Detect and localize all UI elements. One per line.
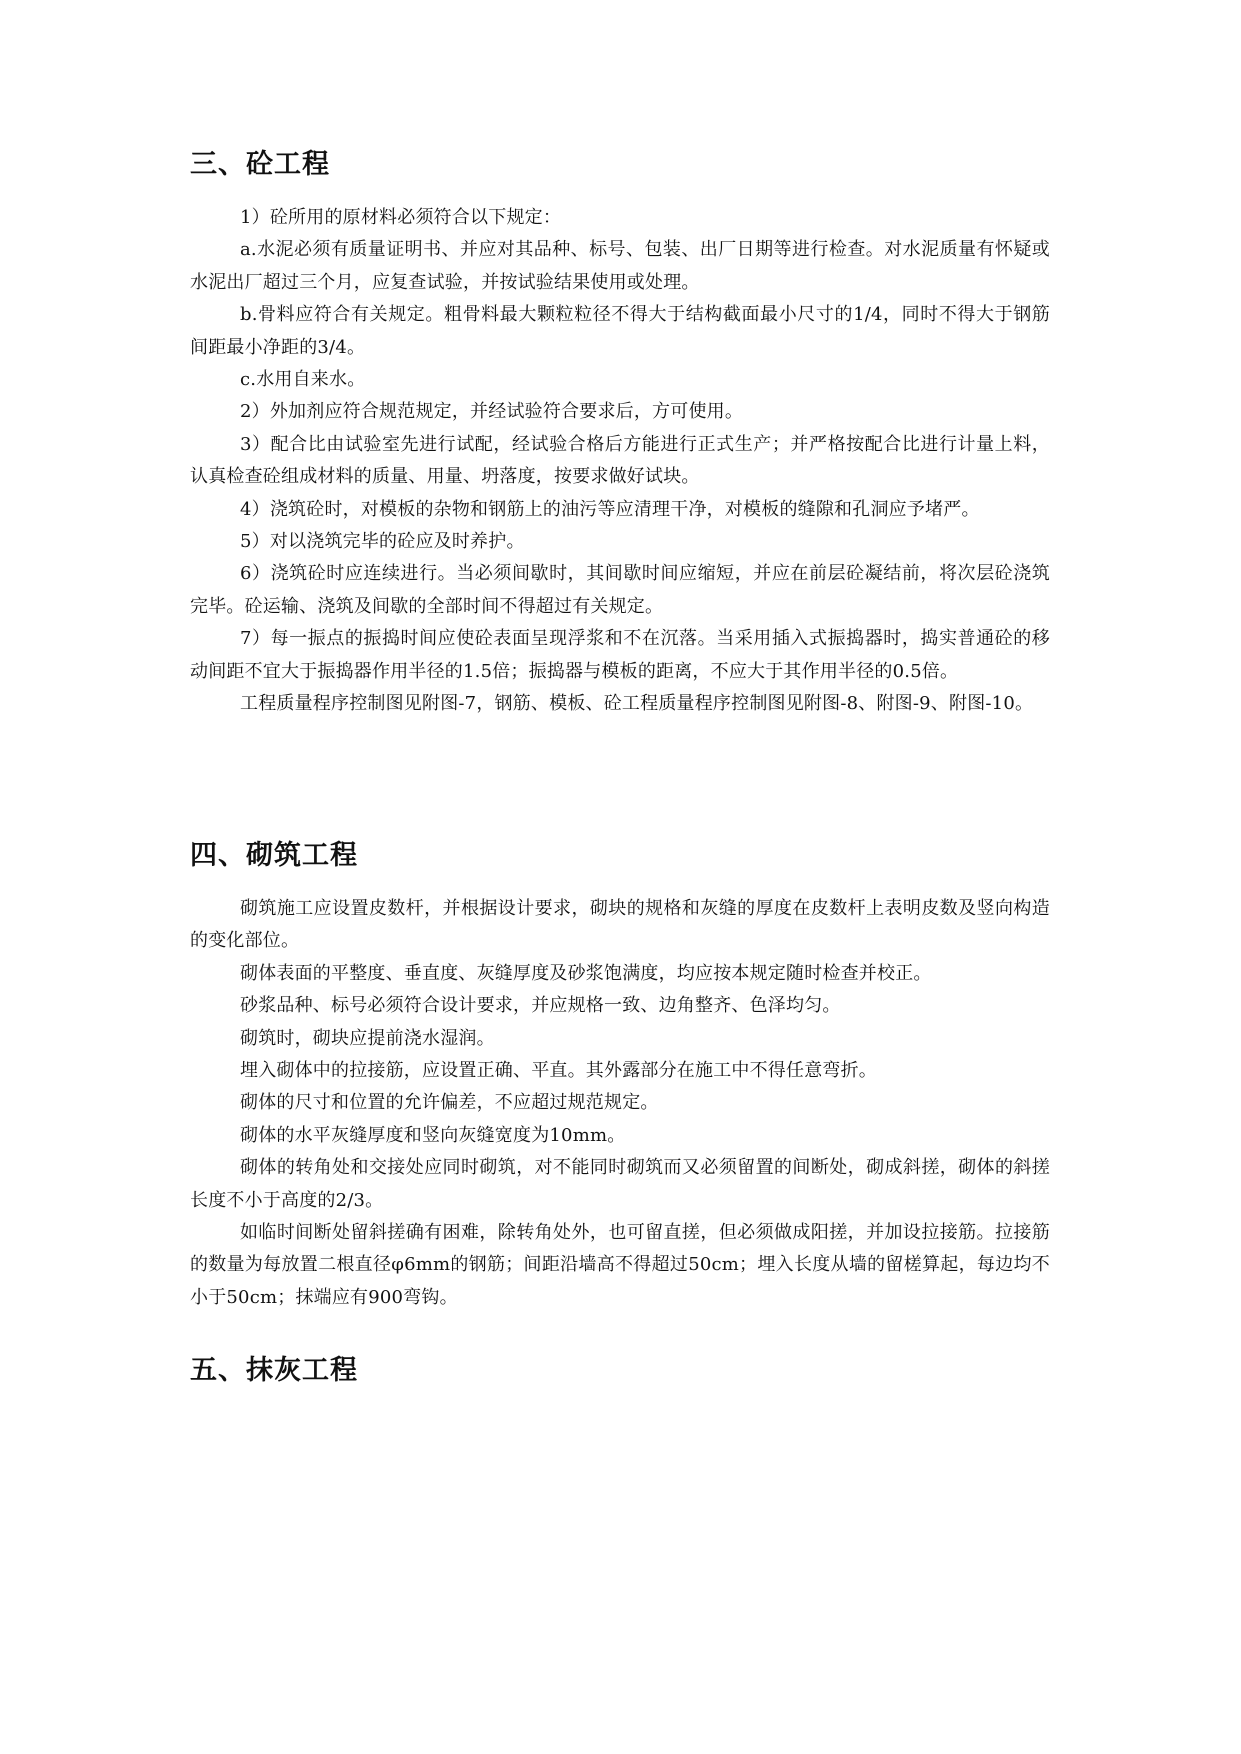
section-title-plastering: 五、抹灰工程: [190, 1355, 358, 1386]
paragraph: 工程质量程序控制图见附图-7，钢筋、模板、砼工程质量程序控制图见附图-8、附图-9、附图-10。: [240, 693, 1034, 715]
paragraph: b.骨料应符合有关规定。粗骨料最大颗粒粒径不得大于结构截面最小尺寸的1/4，同时不得大于钢筋间距最小净距的3/4。: [190, 304, 1050, 358]
paragraph: 砌体表面的平整度、垂直度、灰缝厚度及砂浆饱满度，均应按本规定随时检查并校正。: [240, 962, 932, 984]
section-body-masonry: [190, 893, 1050, 1314]
paragraph: 3）配合比由试验室先进行试配，经试验合格后方能进行正式生产；并严格按配合比进行计量上料，认真检查砼组成材料的质量、用量、坍落度，按要求做好试块。: [190, 433, 1050, 488]
paragraph: 如临时间断处留斜搓确有困难，除转角处外，也可留直搓，但必须做成阳搓，并加设拉接筋。拉接筋的数量为每放置二根直径φ6mm的钢筋；间距沿墙高不得超过50cm；埋入长度从墙的留槎算起，每边均不小于50cm；抹端应有900弯钩。: [190, 1222, 1050, 1308]
section-title-masonry: 四、砌筑工程: [190, 840, 358, 871]
paragraph: 埋入砌体中的拉接筋，应设置正确、平直。其外露部分在施工中不得任意弯折。: [240, 1060, 877, 1082]
paragraph: c.水用自来水。: [240, 369, 366, 391]
paragraph: 砌体的尺寸和位置的允许偏差，不应超过规范规定。: [240, 1092, 659, 1114]
section-title-concrete: 三、砼工程: [190, 149, 330, 180]
paragraph: 2）外加剂应符合规范规定，并经试验符合要求后，方可使用。: [240, 401, 744, 423]
paragraph: 5）对以浇筑完毕的砼应及时养护。: [240, 531, 525, 553]
paragraph: 砂浆品种、标号必须符合设计要求，并应规格一致、边角整齐、色泽均匀。: [240, 995, 841, 1017]
paragraph: 7）每一振点的振捣时间应使砼表面呈现浮浆和不在沉落。当采用插入式振捣器时，捣实普通砼的移动间距不宜大于振捣器作用半径的1.5倍；振捣器与模板的距离，不应大于其作用半径的0.5倍。: [190, 628, 1050, 682]
paragraph: 砌体的水平灰缝厚度和竖向灰缝宽度为10mm。: [240, 1124, 626, 1146]
paragraph: 砌筑施工应设置皮数杆，并根据设计要求，砌块的规格和灰缝的厚度在皮数杆上表明皮数及竖向构造的变化部位。: [190, 898, 1050, 952]
paragraph: 4）浇筑砼时，对模板的杂物和钢筋上的油污等应清理干净，对模板的缝隙和孔洞应予堵严。: [240, 498, 980, 520]
paragraph: a.水泥必须有质量证明书、并应对其品种、标号、包装、出厂日期等进行检查。对水泥质量有怀疑或水泥出厂超过三个月，应复查试验，并按试验结果使用或处理。: [190, 239, 1050, 293]
paragraph: 1）砼所用的原材料必须符合以下规定：: [240, 207, 562, 228]
paragraph: 砌体的转角处和交接处应同时砌筑，对不能同时砌筑而又必须留置的间断处，砌成斜搓，砌体的斜搓长度不小于高度的2/3。: [190, 1157, 1050, 1211]
paragraph: 砌筑时，砌块应提前浇水湿润。: [240, 1027, 495, 1049]
section-body-concrete: [190, 202, 1050, 721]
paragraph: 6）浇筑砼时应连续进行。当必须间歇时，其间歇时间应缩短，并应在前层砼凝结前，将次层砼浇筑完毕。砼运输、浇筑及间歇的全部时间不得超过有关规定。: [190, 563, 1050, 617]
